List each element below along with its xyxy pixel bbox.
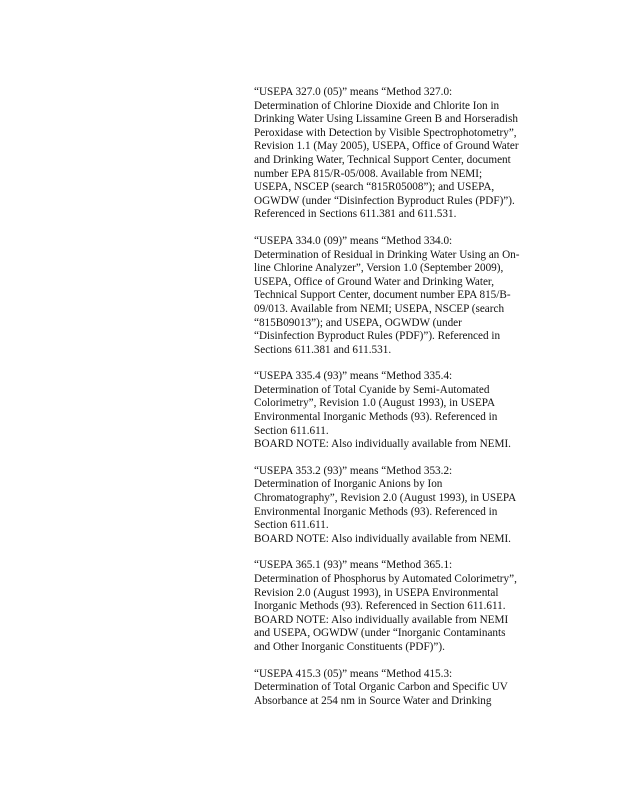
text-line: Sections 611.381 and 611.531. — [254, 343, 392, 356]
text-line: Absorbance at 254 nm in Source Water and Drinking — [254, 694, 492, 707]
board-note: BOARD NOTE: Also individually available from NEMI — [254, 613, 509, 626]
text-line: and Other Inorganic Constituents (PDF)”). — [254, 640, 445, 653]
text-column — [254, 86, 554, 721]
text-line: Determination of Chlorine Dioxide and Chlorite Ion in — [254, 99, 500, 112]
text-line: “USEPA 327.0 (05)” means “Method 327.0: — [254, 86, 453, 98]
text-line: Peroxidase with Detection by Visible Spectrophotometry”, — [254, 126, 517, 139]
text-line: Determination of Total Organic Carbon and Specific UV — [254, 681, 508, 694]
text-line: “USEPA 353.2 (93)” means “Method 353.2: — [254, 464, 453, 477]
text-line: “815B09013”); and USEPA, OGWDW (under — [254, 316, 462, 329]
text-line: Revision 2.0 (August 1993), in USEPA Environmental — [254, 586, 499, 599]
text-line: Determination of Total Cyanide by Semi-Automated — [254, 383, 490, 396]
text-line: OGWDW (under “Disinfection Byproduct Rules (PDF)”). — [254, 194, 515, 207]
text-line: and Drinking Water, Technical Support Center, document — [254, 153, 511, 166]
text-line: Revision 1.1 (May 2005), USEPA, Office of Ground Water — [254, 140, 519, 153]
text-line: “USEPA 335.4 (93)” means “Method 335.4: — [254, 370, 453, 383]
text-line: “USEPA 415.3 (05)” means “Method 415.3: — [254, 667, 453, 680]
text-line: Chromatography”, Revision 2.0 (August 1993), in USEPA — [254, 492, 517, 505]
text-line: line Chlorine Analyzer”, Version 1.0 (September 2009), — [254, 262, 504, 275]
text-line: Inorganic Methods (93). Referenced in Section 611.611. — [254, 600, 506, 613]
definition-usepa-327 — [254, 86, 554, 222]
board-note: BOARD NOTE: Also individually available from NEMI. — [254, 532, 511, 545]
text-line: 09/013. Available from NEMI; USEPA, NSCEP (search — [254, 302, 505, 315]
text-line: Colorimetry”, Revision 1.0 (August 1993), in USEPA — [254, 397, 496, 410]
text-line: Determination of Inorganic Anions by Ion — [254, 478, 443, 491]
definition-usepa-365 — [254, 559, 554, 654]
definition-usepa-353 — [254, 465, 554, 547]
text-line: Environmental Inorganic Methods (93). Referenced in — [254, 411, 498, 424]
text-line: “USEPA 365.1 (93)” means “Method 365.1: — [254, 559, 453, 572]
definition-usepa-415 — [254, 668, 554, 709]
text-line: and USEPA, OGWDW (under “Inorganic Contaminants — [254, 627, 506, 640]
definition-usepa-334 — [254, 235, 554, 357]
text-line: “Disinfection Byproduct Rules (PDF)”). Referenced in — [254, 330, 501, 343]
text-line: Section 611.611. — [254, 519, 329, 532]
text-line: number EPA 815/R-05/008. Available from NEMI; — [254, 167, 483, 180]
text-line: Determination of Residual in Drinking Water Using an On- — [254, 248, 520, 261]
text-line: USEPA, NSCEP (search “815R05008”); and USEPA, — [254, 181, 495, 194]
text-line: Determination of Phosphorus by Automated Colorimetry”, — [254, 573, 517, 585]
text-line: Drinking Water Using Lissamine Green B and Horseradish — [254, 113, 518, 126]
text-line: Technical Support Center, document number EPA 815/B- — [254, 289, 511, 302]
text-line: USEPA, Office of Ground Water and Drinking Water, — [254, 275, 494, 288]
text-line: Referenced in Sections 611.381 and 611.531. — [254, 208, 457, 221]
definition-usepa-335 — [254, 370, 554, 452]
text-line: Section 611.611. — [254, 424, 329, 437]
board-note: BOARD NOTE: Also individually available from NEMI. — [254, 438, 511, 451]
text-line: “USEPA 334.0 (09)” means “Method 334.0: — [254, 234, 453, 247]
text-line: Environmental Inorganic Methods (93). Referenced in — [254, 505, 498, 518]
